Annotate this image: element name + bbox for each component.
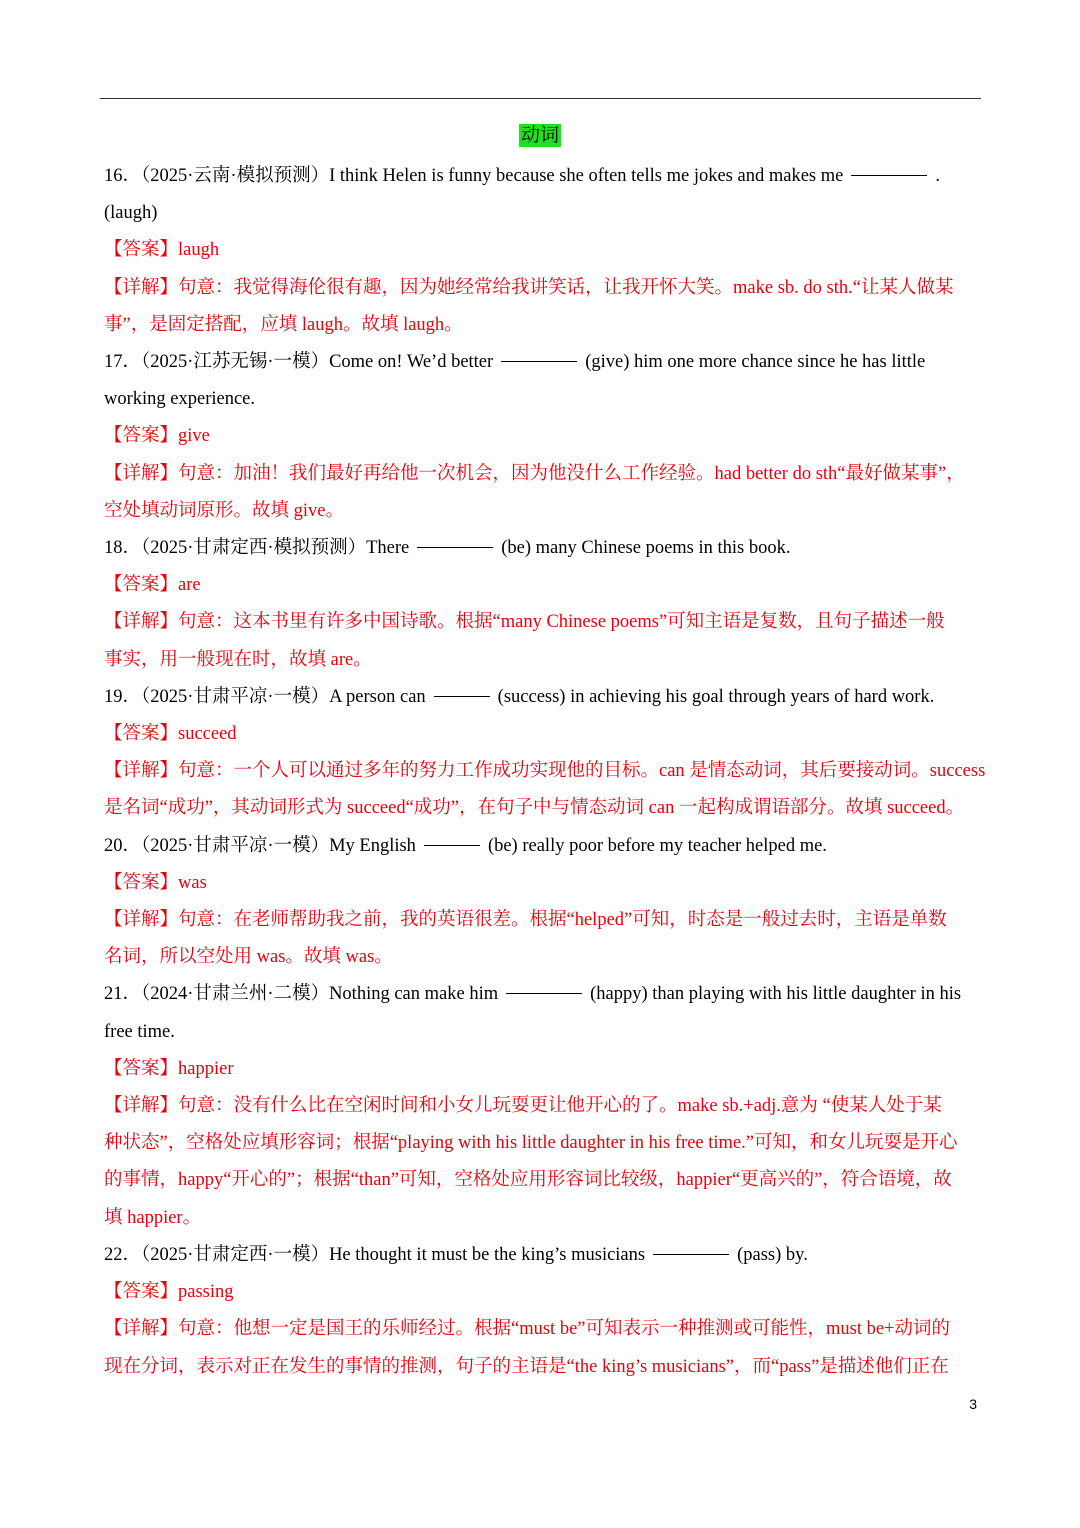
explanation-line: 是名词“成功”，其动词形式为 succeed“成功”，在句子中与情态动词 can 一起构成谓语部分。故填 succeed。 <box>104 798 965 819</box>
explanation-line: 空处填动词原形。故填 give。 <box>104 500 344 521</box>
explanation-line: 【详解】句意：没有什么比在空闲时间和小女儿玩耍更让他开心的了。make sb.+adj.意为 “使某人处于某 <box>104 1096 942 1117</box>
answer-blank <box>417 547 493 548</box>
answer-blank <box>653 1254 729 1255</box>
question-continuation: free time. <box>104 1021 175 1042</box>
answer-blank <box>506 993 582 994</box>
question-18: 18．（2025·甘肃定西·模拟预测）There (be) many Chinese poems in this book. <box>104 538 791 559</box>
answer-16: 【答案】laugh <box>104 240 220 261</box>
explanation-line: 现在分词，表示对正在发生的事情的推测，句子的主语是“the king’s musicians”，而“pass”是描述他们正在 <box>104 1356 949 1377</box>
answer-20: 【答案】was <box>104 872 207 893</box>
explanation-line: 的事情，happy“开心的”；根据“than”可知，空格处应用形容词比较级，happier“更高兴的”，符合语境，故 <box>104 1170 952 1191</box>
explanation-line: 【详解】句意：在老师帮助我之前，我的英语很差。根据“helped”可知，时态是一般过去时，主语是单数 <box>104 910 947 931</box>
explanation-line: 种状态”，空格处应填形容词；根据“playing with his little daughter in his free time.”可知，和女儿玩耍是开心 <box>104 1133 958 1154</box>
explanation-line: 【详解】句意：他想一定是国王的乐师经过。根据“must be”可知表示一种推测或可能性，must be+动词的 <box>104 1319 950 1340</box>
explanation-line: 事实，用一般现在时，故填 are。 <box>104 649 372 670</box>
question-list <box>104 158 992 1386</box>
answer-blank <box>501 361 577 362</box>
question-20: 20．（2025·甘肃平凉·一模）My English (be) really poor before my teacher helped me. <box>104 835 827 856</box>
answer-17: 【答案】give <box>104 426 210 447</box>
answer-22: 【答案】passing <box>104 1282 234 1303</box>
answer-21: 【答案】happier <box>104 1058 234 1079</box>
question-22: 22．（2025·甘肃定西·一模）He thought it must be the king’s musicians (pass) by. <box>104 1244 808 1265</box>
explanation-line: 填 happier。 <box>104 1207 202 1228</box>
page-number: 3 <box>969 1396 977 1412</box>
header-rule <box>100 98 981 99</box>
explanation-line: 名词，所以空处用 was。故填 was。 <box>104 947 393 968</box>
explanation-line: 【详解】句意：我觉得海伦很有趣，因为她经常给我讲笑话，让我开怀大笑。make sb. do sth.“让某人做某 <box>104 277 954 298</box>
question-16: 16．（2025·云南·模拟预测）I think Helen is funny because she often tells me jokes and makes me . <box>104 166 940 186</box>
explanation-line: 【详解】句意：这本书里有许多中国诗歌。根据“many Chinese poems”可知主语是复数，且句子描述一般 <box>104 612 945 633</box>
explanation-line: 【详解】句意：加油！我们最好再给他一次机会，因为他没什么工作经验。had better do sth“最好做某事”， <box>104 463 965 484</box>
explanation-line: 事”，是固定搭配，应填 laugh。故填 laugh。 <box>104 314 463 335</box>
section-title: 动词 <box>520 125 559 146</box>
answer-blank <box>424 845 480 846</box>
answer-18: 【答案】are <box>104 575 201 596</box>
question-17: 17．（2025·江苏无锡·一模）Come on! We’d better (give) him one more chance since he has little <box>104 352 926 373</box>
answer-blank <box>851 175 927 176</box>
question-21: 21．（2024·甘肃兰州·二模）Nothing can make him (happy) than playing with his little daughter in his <box>104 984 962 1005</box>
explanation-line: 【详解】句意：一个人可以通过多年的努力工作成功实现他的目标。can 是情态动词，其后要接动词。success <box>104 761 986 782</box>
answer-19: 【答案】succeed <box>104 724 237 745</box>
question-hint: (laugh) <box>104 203 158 224</box>
question-continuation: working experience. <box>104 389 256 410</box>
question-19: 19．（2025·甘肃平凉·一模）A person can (success) in achieving his goal through years of hard work. <box>104 686 935 707</box>
answer-blank <box>434 696 490 697</box>
